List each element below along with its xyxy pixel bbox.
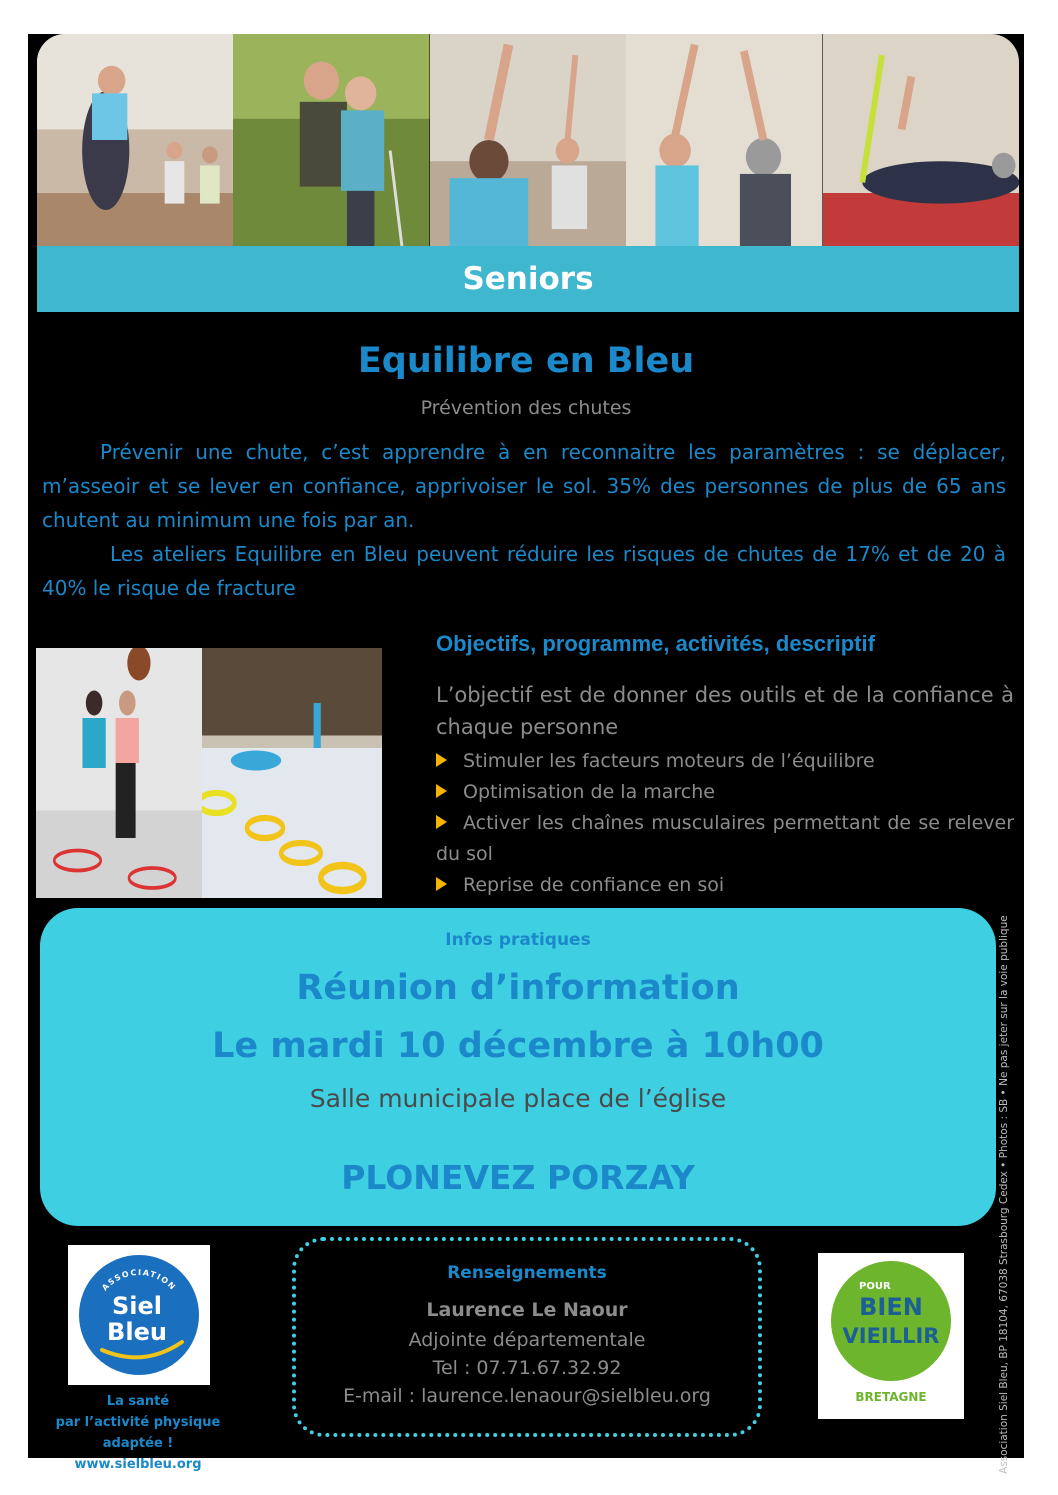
page-subtitle: Prévention des chutes: [420, 397, 632, 419]
bien-vieillir-logo: [818, 1253, 964, 1419]
contact-role: Adjointe départementale: [408, 1329, 646, 1351]
seniors-band: [37, 246, 1019, 312]
website-link[interactable]: www.sielbleu.org: [74, 1457, 202, 1472]
meeting-title: Réunion d’information: [296, 968, 740, 1008]
svg-text:Siel: Siel: [111, 1292, 163, 1320]
legal-notice: Association Siel Bleu, BP 18104, 67038 Strasbourg Cedex • Photos : SB • Ne pas jeter sur la voie publique: [998, 915, 1010, 1474]
contact-box: [292, 1237, 762, 1437]
photo-stretching-group: [430, 34, 626, 246]
triangle-bullet-icon: [436, 784, 447, 798]
svg-text:BRETAGNE: BRETAGNE: [855, 1390, 927, 1404]
photo-arms-raised: [626, 34, 822, 246]
svg-text:VIEILLIR: VIEILLIR: [842, 1324, 940, 1348]
contact-title: Renseignements: [447, 1263, 607, 1283]
photo-gym-class: [37, 34, 233, 246]
activity-photos: [36, 648, 382, 898]
photo-balance-course: [202, 648, 382, 898]
meeting-place: Salle municipale place de l’église: [309, 1084, 727, 1113]
intro-paragraph-2: Les ateliers Equilibre en Bleu peuvent réduire les risques de chutes de 17% et de 20 à 40% le risque de fracture: [42, 542, 1006, 600]
contact-name: Laurence Le Naour: [426, 1299, 628, 1321]
triangle-bullet-icon: [436, 877, 447, 891]
objectives-title: Objectifs, programme, activités, descriptif: [436, 631, 875, 656]
meeting-date: Le mardi 10 décembre à 10h00: [212, 1026, 824, 1066]
svg-text:Bleu: Bleu: [107, 1318, 167, 1346]
contact-phone[interactable]: Tel : 07.71.67.32.92: [432, 1357, 622, 1379]
poster: [28, 34, 1024, 1474]
photo-ball-balance: [36, 648, 202, 898]
meeting-town: PLONEVEZ PORZAY: [341, 1158, 695, 1197]
objectives-list: [436, 746, 1014, 901]
svg-text:BIEN: BIEN: [859, 1293, 923, 1321]
header-photo-strip: [37, 34, 1019, 246]
intro-paragraph-1: Prévenir une chute, c’est apprendre à en reconnaitre les paramètres : se déplacer, m’asseoir et se lever en confiance, apprivoiser le sol. 35% des personnes de plus de 65 ans chutent au minimum une fois par an.: [42, 440, 1006, 532]
siel-bleu-logo: [68, 1245, 210, 1385]
list-item: Optimisation de la marche: [436, 777, 1014, 808]
info-box: [40, 908, 996, 1226]
triangle-bullet-icon: [436, 753, 447, 767]
page-title: Equilibre en Bleu: [357, 341, 695, 381]
objectives-intro: L’objectif est de donner des outils et de la confiance à chaque personne: [436, 683, 1014, 739]
contact-email[interactable]: E-mail : laurence.lenaour@sielbleu.org: [343, 1385, 711, 1407]
photo-floor-exercise: [823, 34, 1019, 246]
photo-nordic-walking: [233, 34, 429, 246]
siel-caption: La santé par l’activité physique adaptée ! www.sielbleu.org: [28, 1391, 248, 1475]
list-item: Stimuler les facteurs moteurs de l’équilibre: [436, 746, 1014, 777]
svg-text:ASSOCIATION: ASSOCIATION: [100, 1267, 178, 1293]
list-item: Reprise de confiance en soi: [436, 870, 1014, 901]
list-item: Activer les chaînes musculaires permettant de se relever du sol: [436, 812, 1014, 865]
info-label: Infos pratiques: [445, 930, 591, 950]
seniors-label: Seniors: [462, 261, 594, 297]
svg-text:POUR: POUR: [859, 1281, 891, 1292]
triangle-bullet-icon: [436, 815, 447, 829]
